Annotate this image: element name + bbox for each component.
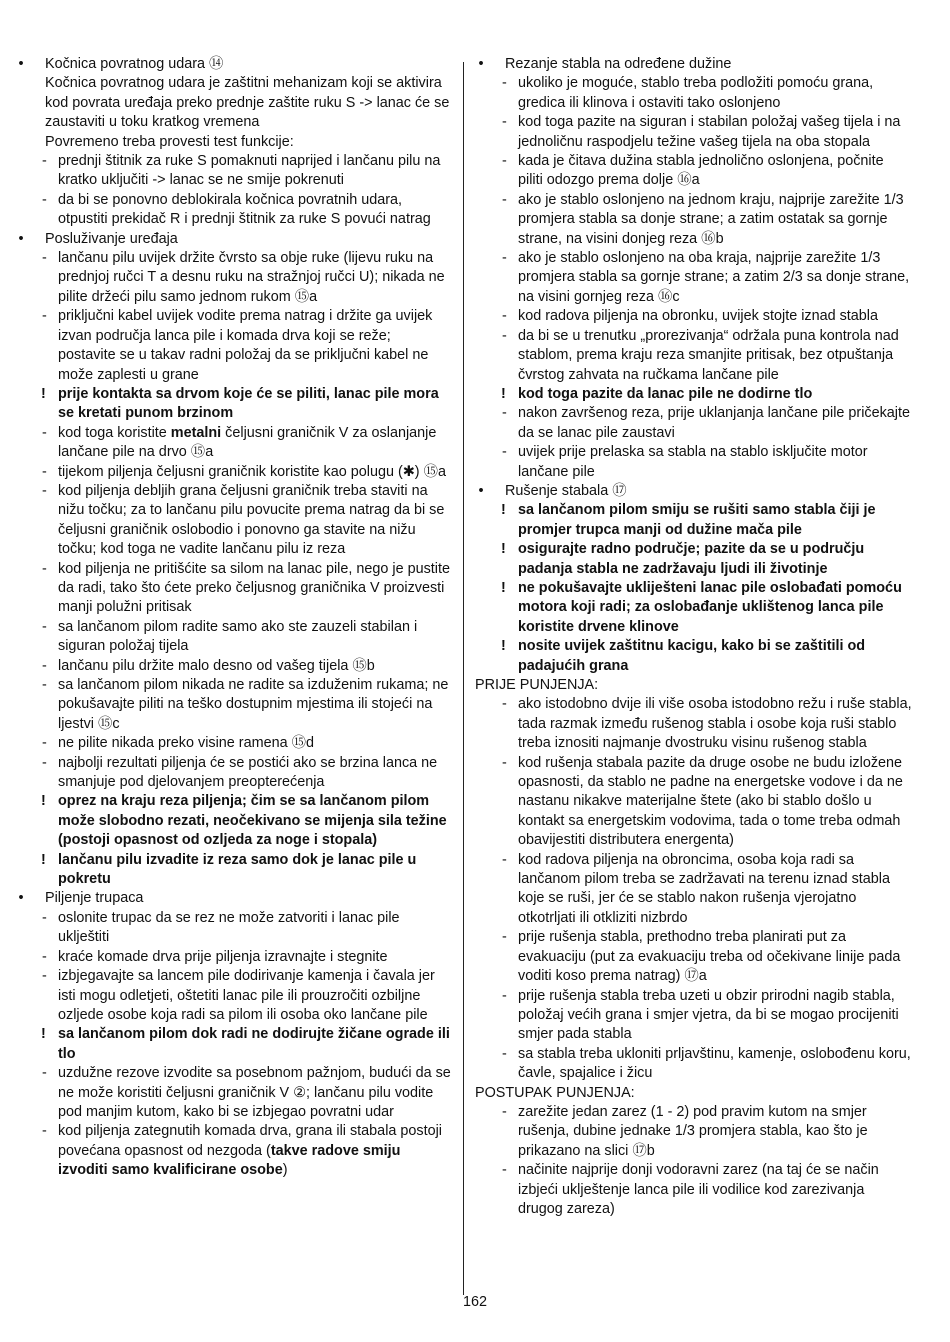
warning-marker: ! <box>501 502 506 519</box>
warning-marker: ! <box>501 579 506 596</box>
dash-marker: - <box>42 754 47 771</box>
item-text: nosite uvijek zaštitnu kacigu, kako bi se zaštitili od padajućih grana <box>518 638 866 674</box>
item-text: zarežite jedan zarez (1 - 2) pod pravim kutom na smjer rušenja, dubine jednake 1/3 promjera stabla, kao što je prikazano na slici ⑰b <box>518 1103 868 1159</box>
dash-item <box>15 424 452 463</box>
dash-marker: - <box>502 851 507 868</box>
dash-item <box>15 249 452 307</box>
item-text: Kočnica povratnog udara ⑭ <box>45 56 224 72</box>
dash-marker: - <box>502 308 507 325</box>
item-text: Piljenje trupaca <box>45 890 144 907</box>
item-text: kod toga koristite <box>58 424 171 441</box>
dash-marker: - <box>42 482 47 499</box>
dash-marker: - <box>502 754 507 771</box>
subheading <box>475 676 912 695</box>
left-column <box>15 55 452 1181</box>
dash-item <box>475 851 912 929</box>
item-text: ) <box>282 1162 288 1179</box>
item-text: sa stabla treba ukloniti prljavštinu, kamenje, oslobođenu koru, čavle, spajalice i žicu <box>518 1045 911 1082</box>
item-text: oprez na kraju reza piljenja; čim se sa lančanom pilom može slobodno rezati, neočekivano se mijenja sila težine (postoji opasnost od ozljeda za noge i stopala) <box>58 793 447 849</box>
dash-marker: - <box>42 677 47 693</box>
item-text: sa lančanom pilom radite samo ako ste zauzeli stabilan i siguran položaj tijela <box>58 618 418 655</box>
item-text: uzdužne rezove izvodite sa posebnom pažnjom, budući da se ne može koristiti čeljusni graničnik V ②; lančanu pilu vodite pod manjim kutom, kako bi se izbjegao povratni udar <box>58 1065 451 1120</box>
item-text: kraće komade drva prije piljenja izravnajte i stegnite <box>58 948 388 965</box>
item-text: da bi se ponovno deblokirala kočnica povratnih udara, otpustiti prekidač R i prednji štitnik za ruke S povući natrag <box>58 191 431 228</box>
dash-marker: - <box>502 114 507 131</box>
paragraph <box>15 74 452 132</box>
bullet-marker: • <box>478 482 484 499</box>
item-text: lančanu pilu držite malo desno od vašeg tijela ⑮b <box>58 657 375 674</box>
dash-item <box>475 1103 912 1161</box>
dash-item <box>15 618 452 657</box>
warning-item <box>475 637 912 676</box>
item-text: prije kontakta sa drvom koje će se piliti, lanac pile mora se kretati punom brzinom <box>58 385 439 422</box>
item-text: kod toga pazite na siguran i stabilan položaj vašeg tijela i na jednoličnu raspodjelu težine vašeg tijela na oba stopala <box>518 114 901 150</box>
item-text: sa lančanom pilom smiju se rušiti samo stabla čiji je promjer trupca manji od dužine mača pile <box>518 502 876 538</box>
warning-marker: ! <box>41 1026 46 1043</box>
dash-item <box>15 967 452 1025</box>
bold-text: metalni <box>170 424 222 441</box>
dash-item <box>15 1122 452 1180</box>
item-text: prednji štitnik za ruke S pomaknuti naprijed i lančanu pilu na kratko uključiti -> lanac se ne smije pokrenuti <box>58 153 441 189</box>
item-text: kod piljenja zategnutih komada drva, grana ili stabala postoji povećana opasnost od nezgoda ( <box>58 1123 442 1159</box>
dash-marker: - <box>42 153 47 170</box>
dash-marker: - <box>502 327 507 344</box>
item-text: POSTUPAK PUNJENJA: <box>475 1084 635 1101</box>
warning-item <box>15 385 452 424</box>
item-text: PRIJE PUNJENJA: <box>475 677 599 693</box>
item-text: kod rušenja stabala pazite da druge osobe ne budu izložene opasnosti, da stablo ne padne na energetske vodove i da ne nastanu nikakve materijalne štete (ako bi stablo došlo u kontakt sa energetskim vodovima, tada o tome treba odmah obavijestiti distributera energenta) <box>518 754 903 849</box>
dash-item <box>15 1064 452 1122</box>
dash-marker: - <box>42 463 47 480</box>
section-heading <box>15 55 452 74</box>
dash-item <box>15 909 452 948</box>
dash-item <box>475 1161 912 1219</box>
dash-marker: - <box>502 929 507 946</box>
right-column <box>475 55 912 1219</box>
dash-item <box>475 443 912 482</box>
item-text: kod radova piljenja na obronku, uvijek stojte iznad stabla <box>518 308 878 325</box>
dash-marker: - <box>42 1065 47 1082</box>
item-text: lančanu pilu izvadite iz reza samo dok je lanac pile u pokretu <box>58 851 417 888</box>
warning-marker: ! <box>501 385 506 402</box>
dash-item <box>475 404 912 443</box>
dash-item <box>15 191 452 230</box>
bullet-marker: • <box>478 56 484 72</box>
dash-item <box>15 676 452 734</box>
dash-marker: - <box>42 948 47 965</box>
dash-marker: - <box>502 191 507 208</box>
warning-item <box>15 1025 452 1064</box>
bullet-marker: • <box>18 230 24 247</box>
warning-marker: ! <box>41 793 46 810</box>
section-heading <box>475 55 912 74</box>
dash-item <box>475 1045 912 1084</box>
section-heading <box>475 482 912 501</box>
dash-item <box>475 249 912 307</box>
dash-marker: - <box>502 75 507 92</box>
dash-item <box>15 657 452 676</box>
dash-marker: - <box>42 191 47 208</box>
warning-marker: ! <box>501 541 506 558</box>
dash-marker: - <box>42 1123 47 1140</box>
warning-item <box>15 792 452 850</box>
warning-marker: ! <box>41 385 46 402</box>
item-text: sa lančanom pilom nikada ne radite sa izduženim rukama; ne pokušavajte piliti na teško dostupnim mjestima ili stojeći na ljestvi ⑮c <box>58 677 449 732</box>
dash-marker: - <box>502 1103 507 1120</box>
dash-item <box>475 928 912 986</box>
section-heading <box>15 230 452 249</box>
warning-item <box>475 501 912 540</box>
warning-item <box>475 540 912 579</box>
column-divider <box>463 62 464 1295</box>
dash-item <box>475 754 912 851</box>
dash-item <box>15 754 452 793</box>
item-text: kod radova piljenja na obroncima, osoba koja radi sa lančanom pilom treba se zadržavati na terenu iznad stabla koje se ruši, jer će se stablo nakon rušenja vjerojatno otkotrljati ili otkliziti nizbrdo <box>518 851 890 926</box>
item-text: Rušenje stabala ⑰ <box>505 482 627 499</box>
dash-marker: - <box>42 909 47 926</box>
item-text: kod toga pazite da lanac pile ne dodirne tlo <box>518 385 813 402</box>
item-text: uvijek prije prelaska sa stabla na stablo isključite motor lančane pile <box>518 444 868 480</box>
bold-text: takve radove smiju izvoditi samo kvalificirane osobe <box>58 1142 401 1179</box>
item-text: kod piljenja debljih grana čeljusni graničnik treba staviti na nižu točku; za to lančanu pilu povucite prema natrag da bi se čeljusni graničnik oslobodio i ponovno ga stavite na nižu točku; kod toga ne vadite lančanu pilu iz reza <box>58 482 445 558</box>
dash-item <box>475 987 912 1045</box>
dash-item <box>475 74 912 113</box>
item-text: Kočnica povratnog udara je zaštitni mehanizam koji se aktivira kod povrata uređaja preko prednje zaštite ruku S -> lanac će se zaustaviti u toku kratkog vremena <box>45 75 450 131</box>
dash-marker: - <box>42 424 47 441</box>
dash-marker: - <box>42 968 47 985</box>
dash-marker: - <box>42 657 47 674</box>
dash-marker: - <box>502 1045 507 1062</box>
item-text: ne pilite nikada preko visine ramena ⑮d <box>58 735 314 752</box>
item-text: ako istodobno dvije ili više osoba istodobno režu i ruše stabla, tada razmak između rušenog stabla i osobe koja ruši stablo treba iznositi najmanje dvostruku visinu rušenog stabla <box>518 696 912 752</box>
dash-item <box>475 695 912 753</box>
item-text: ako je stablo oslonjeno na oba kraja, najprije zarežite 1/3 promjera stabla sa gornje strane; a zatim 2/3 sa donje strane, na visini gornjeg reza ⑯c <box>518 250 910 305</box>
item-text: načinite najprije donji vodoravni zarez (na taj će se način izbjeći uklještenje lanca pile ili vodilice kod zarezivanja drugog zareza) <box>518 1162 879 1217</box>
item-text: nakon završenog reza, prije uklanjanja lančane pile pričekajte da se lanac pile zaustavi <box>518 405 910 441</box>
dash-marker: - <box>502 444 507 461</box>
item-text: oslonite trupac da se rez ne može zatvoriti i lanac pile uklještiti <box>58 909 400 946</box>
warning-item <box>475 579 912 637</box>
bullet-marker: • <box>18 890 24 907</box>
warning-marker: ! <box>501 638 506 655</box>
warning-item <box>15 851 452 890</box>
item-text: sa lančanom pilom dok radi ne dodirujte žičane ograde ili tlo <box>58 1026 450 1062</box>
item-text: priključni kabel uvijek vodite prema natrag i držite ga uvijek izvan područja lanca pile i komada drva koji se reže; postavite se u takav radni položaj da se priključni kabel ne može zaplesti u grane <box>58 308 433 383</box>
dash-marker: - <box>502 153 507 170</box>
dash-marker: - <box>42 618 47 635</box>
dash-item <box>15 482 452 560</box>
section-heading <box>15 889 452 908</box>
dash-item <box>15 734 452 753</box>
item-text: tijekom piljenja čeljusni graničnik koristite kao polugu (✱) ⑮a <box>58 463 446 480</box>
item-text: kod piljenja ne pritišćite sa silom na lanac pile, nego je pustite da radi, tako što ćete preko čeljusnog graničnika V proizvesti manji polužni pritisak <box>58 560 450 616</box>
item-text: da bi se u trenutku „prorezivanja“ održala puna kontrola nad stablom, prema kraju reza smanjite pritisak, bez otpuštanja čvrstog zahvata na ručkama lančane pile <box>518 327 899 383</box>
dash-marker: - <box>42 250 47 267</box>
item-text: ako je stablo oslonjeno na jednom kraju, najprije zarežite 1/3 promjera stabla sa donje strane; a zatim ostatak sa gornje strane, na visini donjeg reza ⑯b <box>518 191 904 247</box>
dash-item <box>475 152 912 191</box>
dash-marker: - <box>42 560 47 577</box>
item-text: Rezanje stabla na određene dužine <box>505 56 732 72</box>
item-text: najbolji rezultati piljenja će se postići ako se brzina lanca ne smanjuje pod djelovanjem preopterećenja <box>58 754 438 791</box>
dash-item <box>475 327 912 385</box>
dash-item <box>15 560 452 618</box>
dash-marker: - <box>42 735 47 752</box>
dash-item <box>475 191 912 249</box>
item-text: ukoliko je moguće, stablo treba podložiti pomoću grana, gredica ili klinova i ostaviti tako oslonjeno <box>518 75 874 111</box>
item-text: Posluživanje uređaja <box>45 230 178 247</box>
dash-marker: - <box>502 987 507 1004</box>
dash-marker: - <box>502 1162 507 1179</box>
dash-marker: - <box>502 405 507 422</box>
dash-marker: - <box>502 250 507 267</box>
item-text: prije rušenja stabla, prethodno treba planirati put za evakuaciju (put za evakuaciju treba od očekivane linije pada voditi koso prema natrag) ⑰a <box>518 929 901 985</box>
warning-marker: ! <box>41 851 46 868</box>
item-text: lančanu pilu uvijek držite čvrsto sa obje ruke (lijevu ruku na prednjoj ručci T a desnu ruku na stražnjoj ručci U); nikada ne pilite držeći pilu samo jednom rukom ⑮a <box>58 250 445 305</box>
bullet-marker: • <box>18 56 24 72</box>
dash-item <box>475 307 912 326</box>
item-text: Povremeno treba provesti test funkcije: <box>45 133 294 150</box>
item-text: prije rušenja stabla treba uzeti u obzir prirodni nagib stabla, položaj većih grana i smjer vjetra, da bi se mogao procijeniti smjer pada stabla <box>518 987 899 1043</box>
dash-item <box>15 307 452 385</box>
page-number: 162 <box>462 1294 487 1310</box>
dash-item <box>15 463 452 482</box>
warning-item <box>475 385 912 404</box>
item-text: kada je čitava dužina stabla jednolično oslonjena, počnite piliti odozgo prema dolje ⑯a <box>518 153 884 189</box>
item-text: čeljusni graničnik V za oslanjanje lančane pile na drvo ⑮a <box>58 424 437 461</box>
item-text: osigurajte radno područje; pazite da se u području padanja stabla ne zadržavaju ljudi ili životinje <box>518 541 865 577</box>
subheading <box>475 1084 912 1103</box>
dash-marker: - <box>42 308 47 325</box>
item-text: ne pokušavajte ukliješteni lanac pile oslobađati pomoću motora koji radi; za oslobađanje uklištenog lanca pile koristite drvene klinove <box>518 579 902 635</box>
paragraph <box>15 133 452 152</box>
dash-item <box>475 113 912 152</box>
item-text: izbjegavajte sa lancem pile dodirivanje kamenja i čavala jer isti mogu odletjeti, oštetiti lanac pile ili prouzročiti ozbiljne ozljede osobe koja radi sa pilom ili osoba oko lančane pile <box>58 968 435 1023</box>
dash-item <box>15 152 452 191</box>
dash-marker: - <box>502 696 507 713</box>
dash-item <box>15 948 452 967</box>
